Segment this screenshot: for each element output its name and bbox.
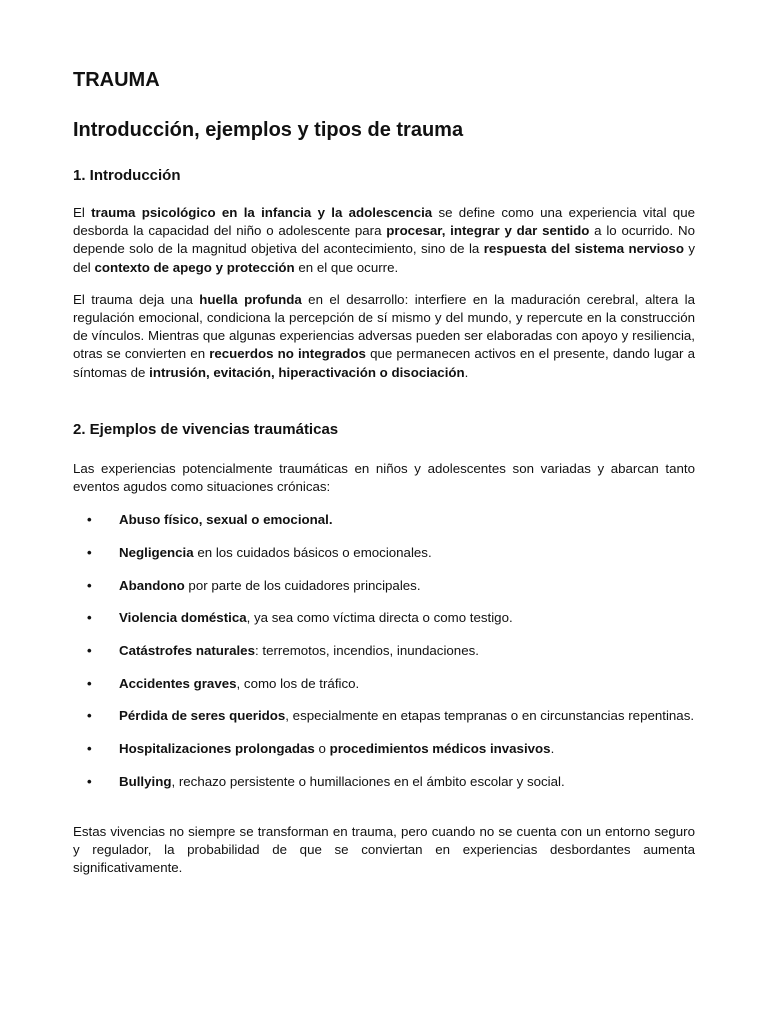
bold-run: Abandono — [119, 577, 185, 593]
examples-intro-paragraph: Las experiencias potencialmente traumáticas en niños y adolescentes son variadas y abarcan tanto eventos agudos como situaciones crónicas: — [73, 460, 695, 495]
bold-run: recuerdos no integrados — [209, 346, 366, 362]
text-run: , rechazo persistente o humillaciones en el ámbito escolar y social. — [171, 773, 565, 789]
text-run: , especialmente en etapas tempranas o en circunstancias repentinas. — [285, 708, 695, 724]
list-item — [73, 544, 695, 562]
bullet-glyph: • — [87, 512, 92, 528]
intro-paragraph-1 — [73, 204, 695, 277]
text-run: que permanecen activos en el presente, dando lugar a síntomas de — [73, 346, 695, 380]
intro-paragraph-2 — [73, 291, 695, 382]
examples-list — [73, 511, 695, 791]
bold-run: Accidentes graves — [119, 675, 237, 691]
text-run: en el que ocurre. — [294, 259, 399, 275]
text-run: : terremotos, incendios, inundaciones. — [254, 643, 479, 659]
list-item — [73, 511, 695, 529]
list-item — [73, 740, 695, 758]
text-run: o — [314, 741, 330, 757]
bold-run: intrusión, evitación, hiperactivación o disociación — [149, 364, 465, 380]
bullet-glyph: • — [87, 643, 92, 659]
section-heading-introduccion: 1. Introducción — [73, 167, 181, 184]
bold-run: Hospitalizaciones prolongadas — [119, 741, 315, 757]
text-run: , ya sea como víctima directa o como testigo. — [246, 610, 513, 626]
bullet-glyph: • — [87, 577, 92, 593]
text-run: se define como una experiencia vital que desborda la capacidad del niño o adolescente para — [73, 205, 695, 239]
text-run: por parte de los cuidadores principales. — [184, 577, 421, 593]
bullet-glyph: • — [87, 610, 92, 626]
bullet-glyph: • — [87, 708, 92, 724]
list-item — [73, 675, 695, 693]
bullet-glyph: • — [87, 773, 92, 789]
section-heading-ejemplos: 2. Ejemplos de vivencias traumáticas — [73, 420, 339, 438]
bold-run: Abuso físico, sexual o emocional. — [119, 512, 333, 528]
bullet-glyph: • — [87, 544, 92, 560]
list-item — [73, 609, 695, 627]
text-run: a lo ocurrido. No depende solo de la magnitud objetiva del acontecimiento, sino de la — [73, 223, 695, 257]
document-subtitle: Introducción, ejemplos y tipos de trauma — [73, 119, 464, 141]
text-run: . — [464, 364, 469, 380]
bold-run: procesar, integrar y dar sentido — [386, 223, 590, 239]
text-run: en el desarrollo: interfiere en la maduración cerebral, altera la regulación emocional, condiciona la percepción de sí mismo y del mundo, y repercute en la construcción de vínculos. Mientras que algunas experiencias adversas pueden ser elaboradas con apoyo y resiliencia, otras se convierten en — [73, 291, 696, 362]
bold-run: Pérdida de seres queridos — [119, 708, 286, 724]
bold-run: Violencia doméstica — [119, 610, 247, 626]
document-title: TRAUMA — [73, 69, 160, 91]
bold-run: respuesta del sistema nervioso — [483, 241, 684, 257]
bold-run: trauma psicológico en la infancia y la adolescencia — [91, 205, 433, 220]
bullet-glyph: • — [87, 741, 92, 757]
text-run: , como los de tráfico. — [236, 675, 360, 691]
text-run: y del — [73, 241, 696, 275]
bold-run: huella profunda — [199, 291, 302, 307]
list-item — [73, 707, 695, 725]
text-run: en los cuidados básicos o emocionales. — [193, 544, 432, 560]
bold-run: contexto de apego y protección — [94, 259, 295, 275]
text-run: . — [550, 741, 555, 757]
bold-run: Negligencia — [119, 544, 194, 560]
list-item — [73, 577, 695, 595]
bold-run: Bullying — [119, 773, 172, 789]
bold-run: procedimientos médicos invasivos — [329, 741, 551, 757]
bullet-glyph: • — [87, 675, 92, 691]
bold-run: Catástrofes naturales — [119, 643, 255, 659]
list-item — [73, 773, 695, 791]
text-run: El — [73, 205, 92, 220]
text-run: El trauma deja una — [73, 291, 200, 307]
list-item — [73, 642, 695, 660]
closing-paragraph: Estas vivencias no siempre se transforman en trauma, pero cuando no se cuenta con un entorno seguro y regulador, la probabilidad de que se conviertan en experiencias desbordantes aumenta significativamente. — [73, 824, 695, 876]
